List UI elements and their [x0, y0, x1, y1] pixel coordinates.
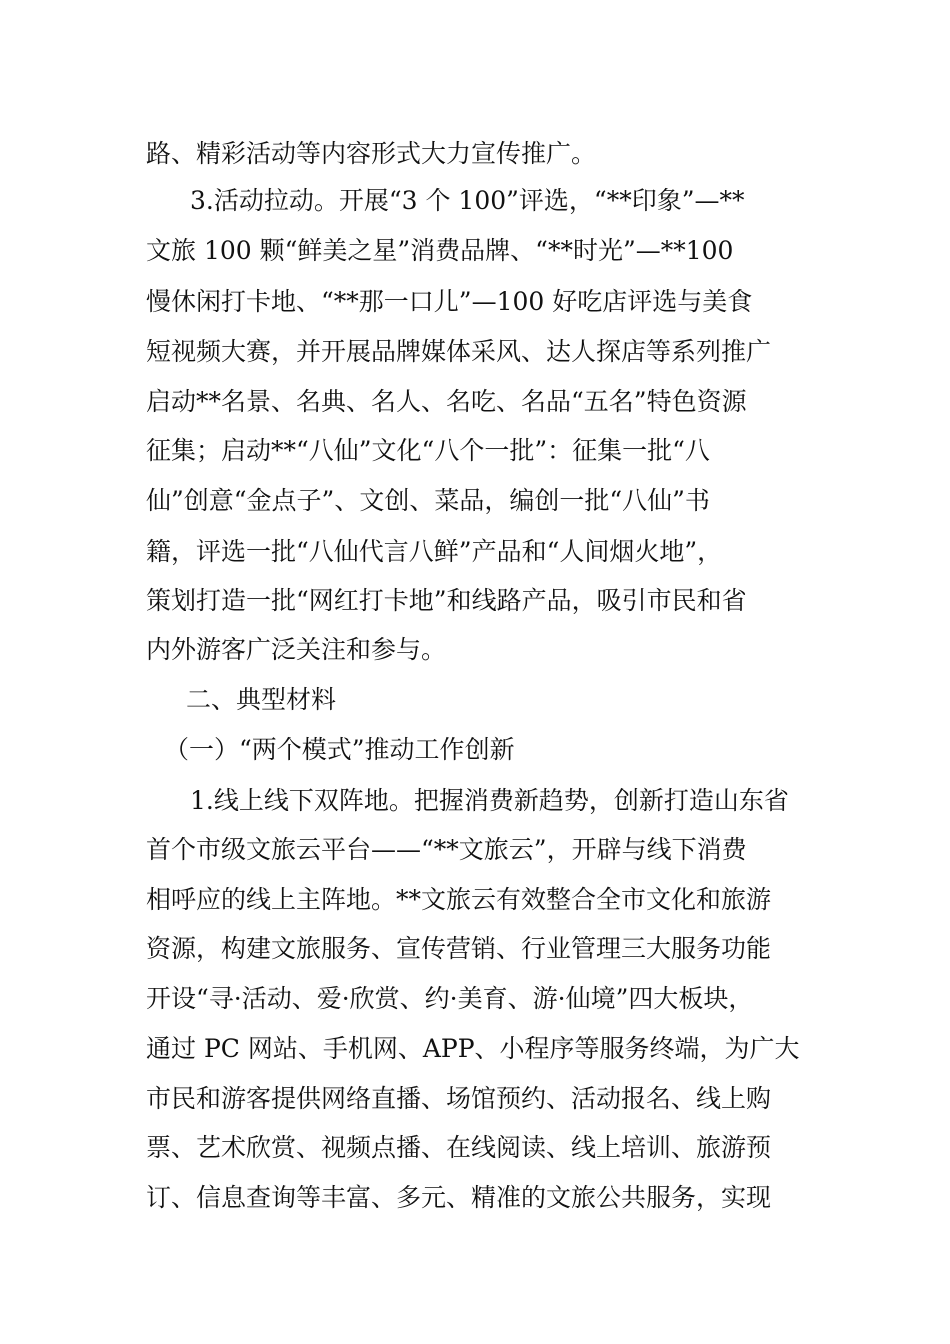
text-line-11: 内外游客广泛关注和参与。 [146, 635, 447, 664]
text-line-5: 短视频大赛，并开展品牌媒体采风、达人探店等系列推广 [146, 337, 772, 366]
text-line-8: 仙”创意“金点子”、文创、菜品，编创一批“八仙”书 [146, 486, 710, 515]
text-line-16: 相呼应的线上主阵地。**文旅云有效整合全市文化和旅游 [146, 885, 772, 914]
text-line-14: 1.线上线下双阵地。把握消费新趋势，创新打造山东省 [190, 786, 789, 815]
text-line-9: 籍，评选一批“八仙代言八鲜”产品和“人间烟火地”， [146, 537, 723, 566]
text-line-21: 票、艺术欣赏、视频点播、在线阅读、线上培训、旅游预 [146, 1133, 772, 1162]
text-line-15: 首个市级文旅云平台——“**文旅云”，开辟与线下消费 [146, 835, 747, 864]
section-heading: 二、典型材料 [186, 685, 337, 714]
text-line-22: 订、信息查询等丰富、多元、精准的文旅公共服务，实现 [146, 1183, 772, 1212]
text-line-6: 启动**名景、名典、名人、名吃、名品“五名”特色资源 [146, 387, 747, 416]
text-line-1: 路、精彩活动等内容形式大力宣传推广。 [146, 139, 597, 168]
text-line-3: 文旅 100 颗“鲜美之星”消费品牌、“**时光”—**100 [146, 236, 734, 265]
text-line-18: 开设“寻·活动、爱·欣赏、约·美育、游·仙境”四大板块， [146, 984, 754, 1013]
text-line-19: 通过 PC 网站、手机网、APP、小程序等服务终端，为广大 [146, 1034, 800, 1063]
text-line-4: 慢休闲打卡地、“**那一口儿”—100 好吃店评选与美食 [146, 287, 753, 316]
text-line-10: 策划打造一批“网红打卡地”和线路产品，吸引市民和省 [146, 586, 747, 615]
text-line-2: 3.活动拉动。开展“3 个 100”评选，“**印象”—** [190, 186, 745, 215]
text-line-20: 市民和游客提供网络直播、场馆预约、活动报名、线上购 [146, 1084, 772, 1113]
subsection-heading: （一）“两个模式”推动工作创新 [164, 735, 515, 764]
text-line-7: 征集；启动**“八仙”文化“八个一批”：征集一批“八 [146, 436, 710, 465]
text-line-17: 资源，构建文旅服务、宣传营销、行业管理三大服务功能 [146, 934, 772, 963]
